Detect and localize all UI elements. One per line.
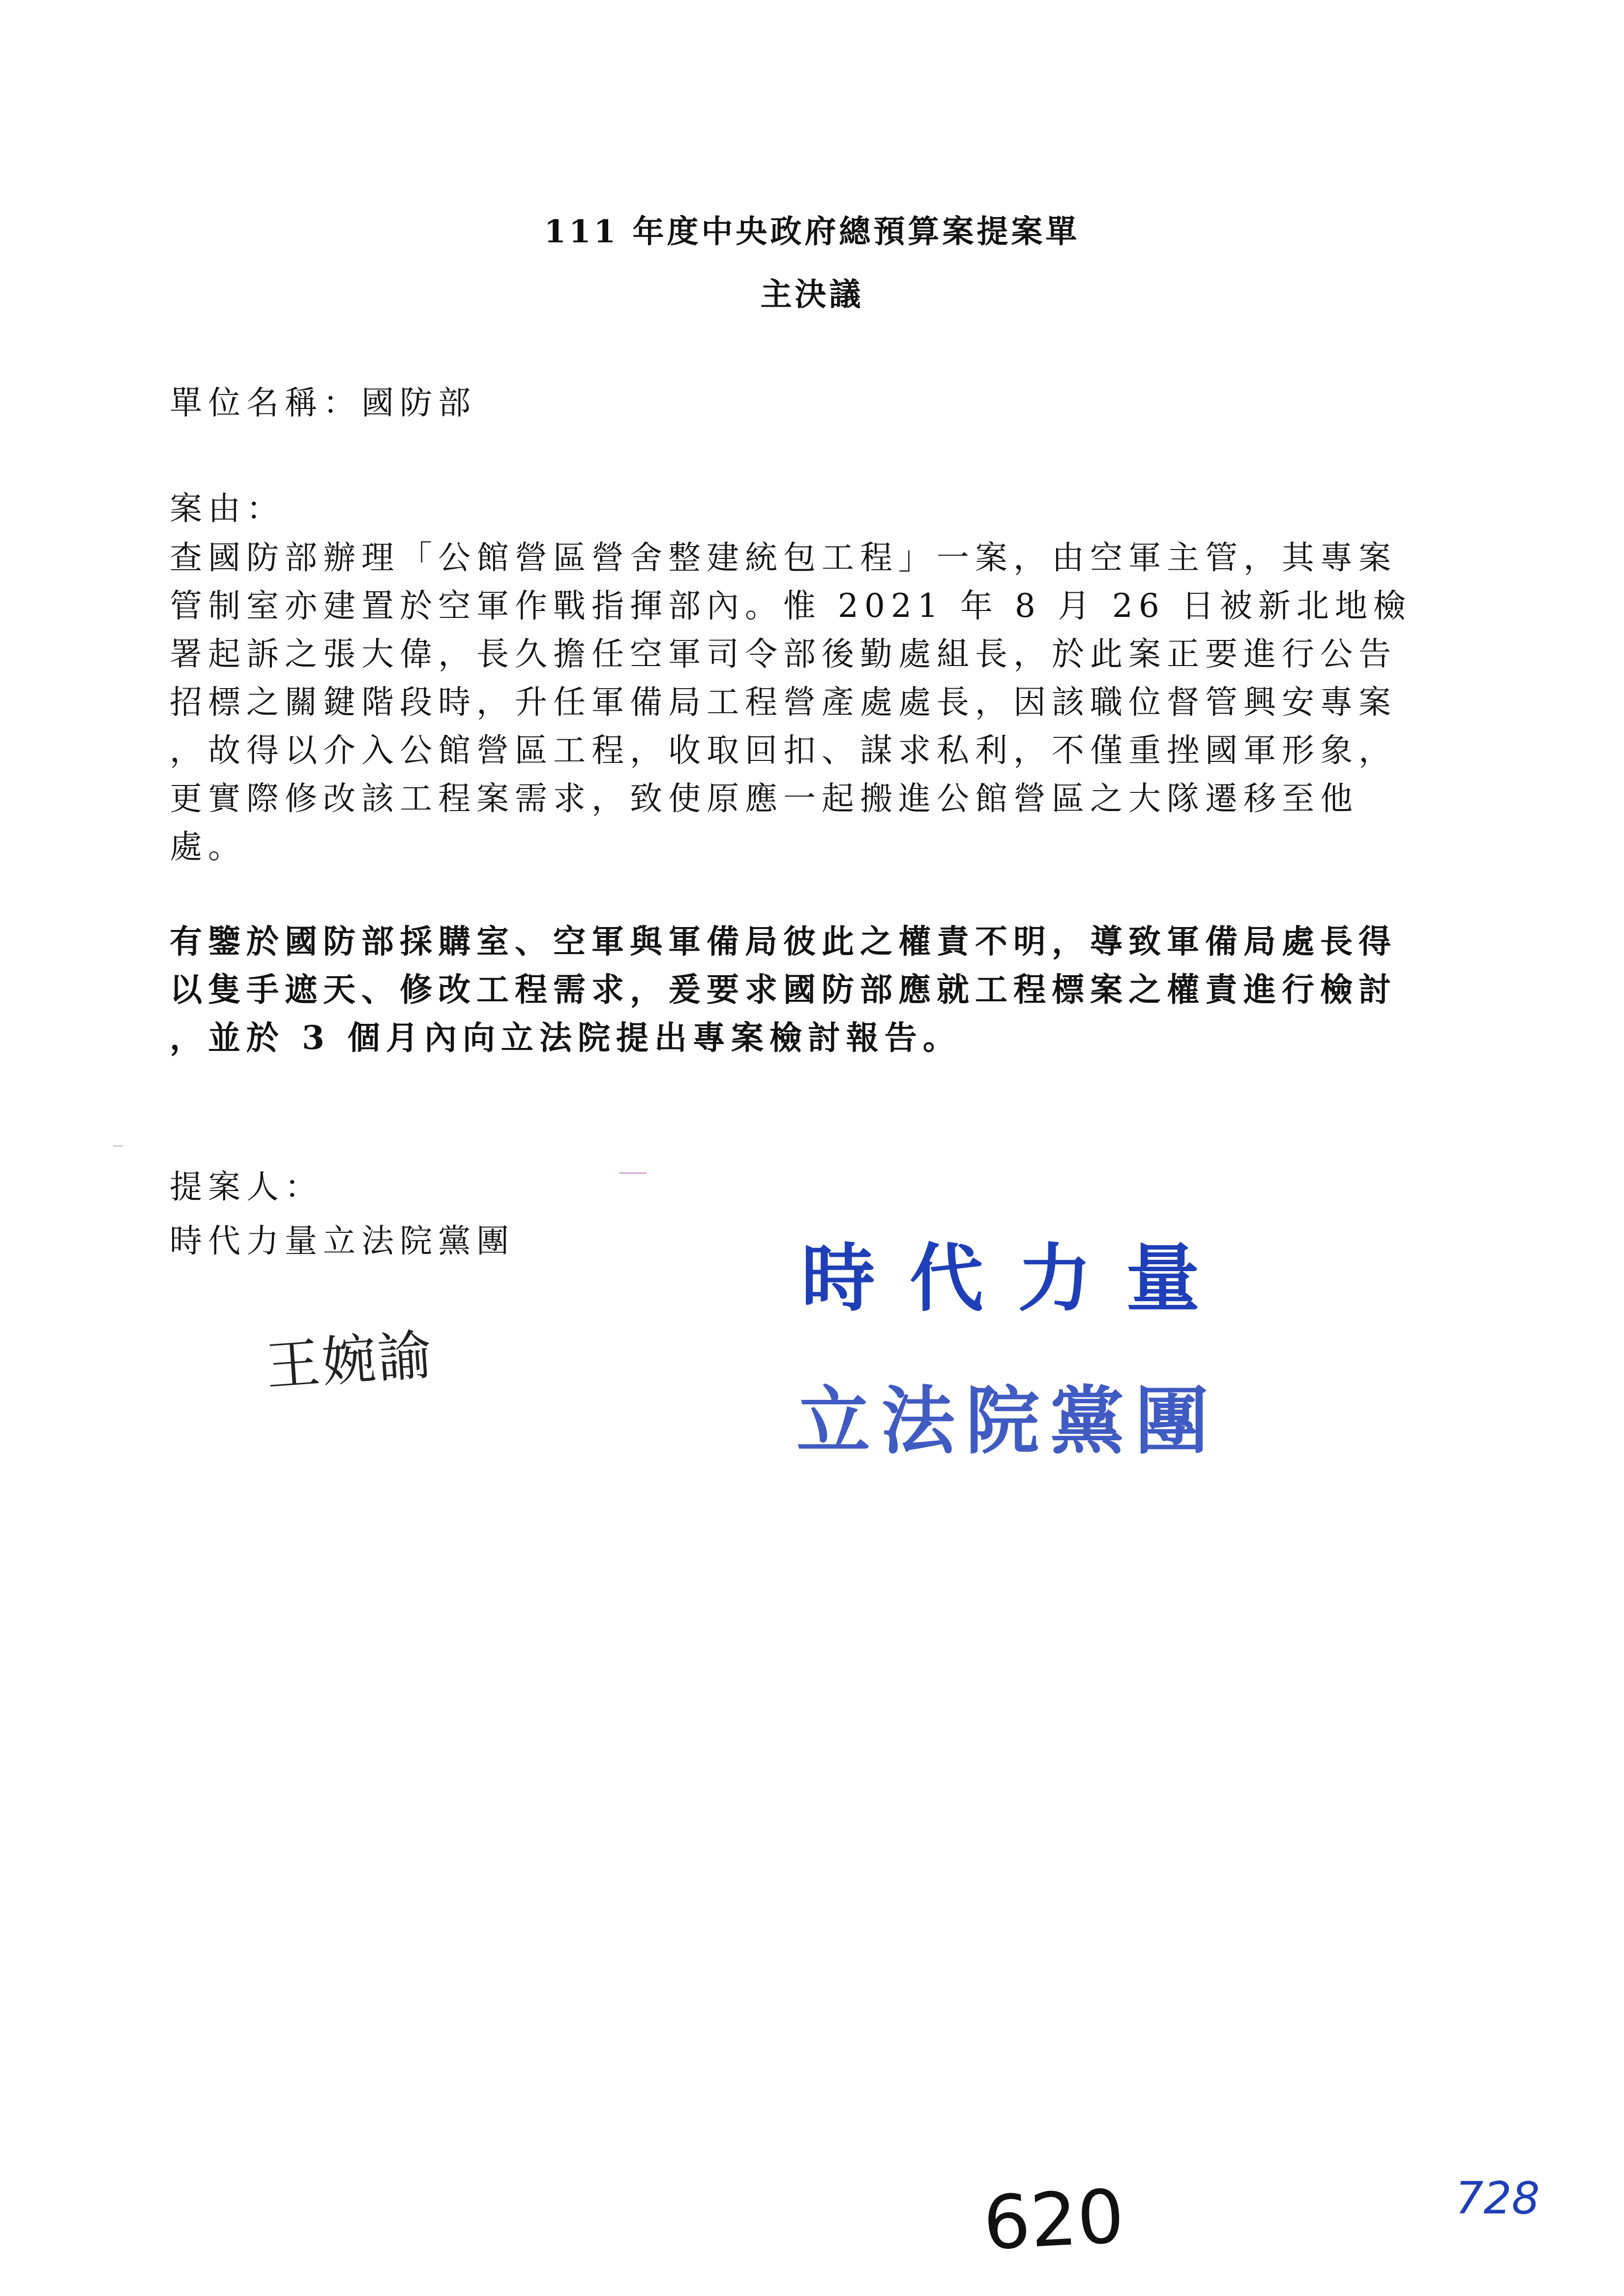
document-subtitle: 主決議 — [760, 276, 864, 313]
reason-line: 處。 — [170, 828, 246, 866]
ink-speck — [113, 1145, 123, 1147]
stamp-line-2: 立法院黨團 — [797, 1379, 1220, 1464]
proposer-name: 時代力量立法院黨團 — [170, 1222, 515, 1260]
handwritten-signature: 王婉諭 — [264, 1323, 436, 1398]
resolution-line: 有鑒於國防部採購室、空軍與軍備局彼此之權責不明，導致軍備局處長得 — [170, 922, 1397, 960]
reason-line: ，故得以介入公館營區工程，收取回扣、謀求私利，不僅重挫國軍形象， — [170, 731, 1397, 769]
reason-line: 更實際修改該工程案需求，致使原應一起搬進公館營區之大隊遷移至他 — [170, 780, 1358, 817]
blue-page-number: 728 — [1455, 2173, 1540, 2224]
reason-label: 案由： — [170, 490, 285, 527]
handwritten-page-number: 620 — [981, 2174, 1126, 2267]
resolution-line: ，並於 3 個月內向立法院提出專案檢討報告。 — [170, 1018, 961, 1057]
reason-line: 查國防部辦理「公館營區營舍整建統包工程」一案，由空軍主管，其專案 — [170, 539, 1397, 577]
document-title: 111 年度中央政府總預算案提案單 — [544, 213, 1080, 250]
proposer-label: 提案人： — [170, 1168, 323, 1206]
reason-line: 署起訴之張大偉，長久擔任空軍司令部後勤處組長，於此案正要進行公告 — [170, 635, 1397, 673]
reason-line: 招標之關鍵階段時，升任軍備局工程營產處處長，因該職位督管興安專案 — [170, 683, 1397, 721]
reason-line: 管制室亦建置於空軍作戰指揮部內。惟 2021 年 8 月 26 日被新北地檢 — [170, 587, 1412, 625]
unit-line: 單位名稱：國防部 — [170, 384, 476, 422]
party-caucus-stamp — [787, 1214, 1278, 1489]
ink-speck — [620, 1172, 647, 1174]
stamp-line-1: 時代力量 — [801, 1236, 1235, 1322]
resolution-line: 以隻手遮天、修改工程需求，爰要求國防部應就工程標案之權責進行檢討 — [170, 970, 1397, 1009]
